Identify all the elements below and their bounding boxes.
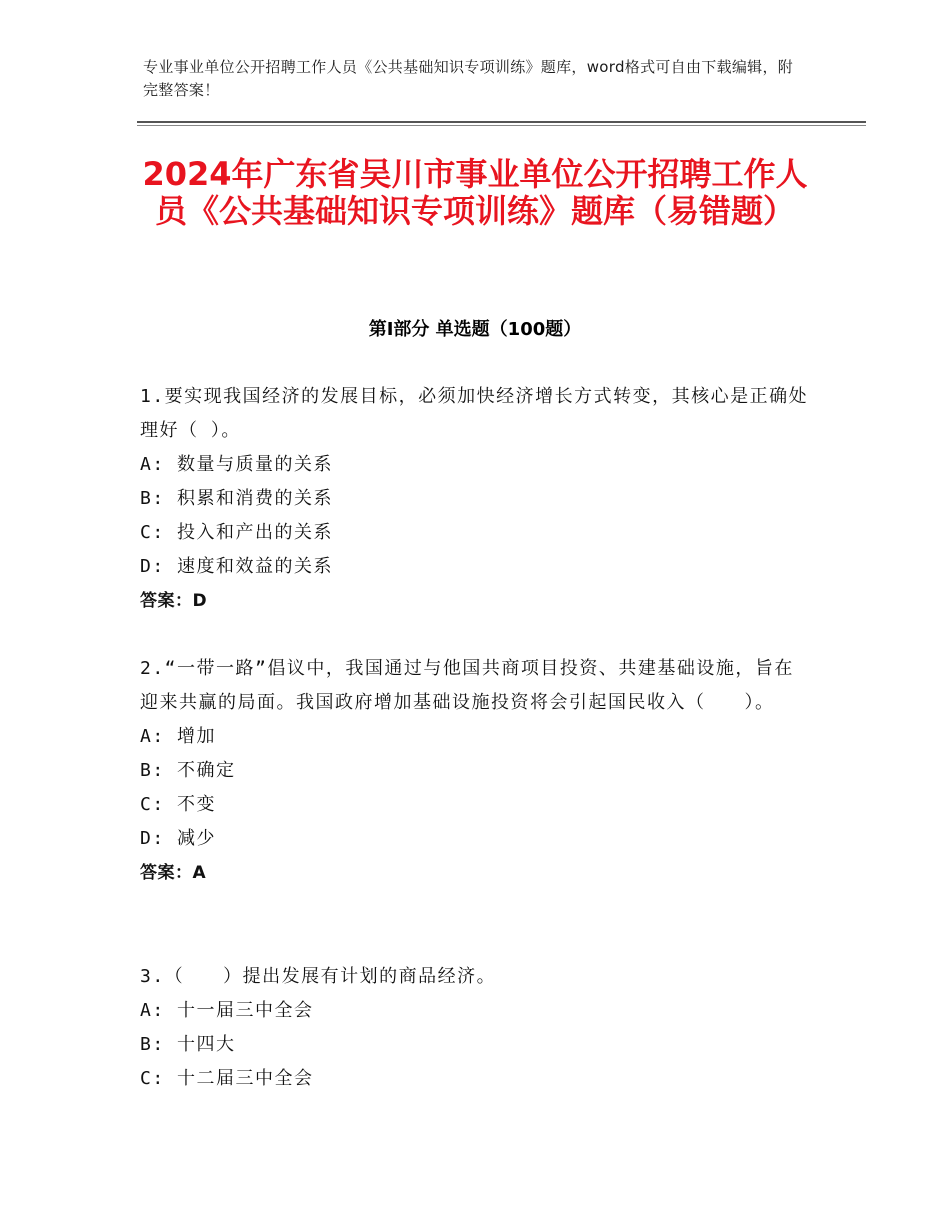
option-b: B: 十四大 [140,1034,236,1055]
question-stem: 2.“一带一路”倡议中，我国通过与他国共商项目投资、共建基础设施，旨在迎来共赢的局面。我国政府增加基础设施投资将会引起国民收入（ ）。 [140,658,794,713]
section-heading: 第Ⅰ部分 单选题（100题） [368,319,582,340]
question-3 [140,960,810,1096]
option-a: A: 数量与质量的关系 [140,454,334,475]
option-c: C: 不变 [140,794,217,815]
option-d: D: 速度和效益的关系 [140,556,334,577]
header-divider-thin [137,125,866,126]
document-title: 2024年广东省吴川市事业单位公开招聘工作人员《公共基础知识专项训练》题库（易错题） [142,155,808,230]
question-stem: 1.要实现我国经济的发展目标，必须加快经济增长方式转变，其核心是正确处理好（ ）。 [140,386,809,441]
answer: 答案：D [140,591,208,611]
option-c: C: 十二届三中全会 [140,1068,314,1089]
question-1 [140,380,810,618]
question-2 [140,652,810,890]
header-divider [137,121,866,123]
option-a: A: 十一届三中全会 [140,1000,314,1021]
header-note: 专业事业单位公开招聘工作人员《公共基础知识专项训练》题库，word格式可自由下载编辑，附完整答案！ [143,58,794,99]
option-d: D: 减少 [140,828,217,849]
option-a: A: 增加 [140,726,217,747]
option-b: B: 积累和消费的关系 [140,488,334,509]
option-c: C: 投入和产出的关系 [140,522,334,543]
option-b: B: 不确定 [140,760,236,781]
question-stem: 3.（ ）提出发展有计划的商品经济。 [140,966,497,987]
answer: 答案：A [140,863,207,883]
